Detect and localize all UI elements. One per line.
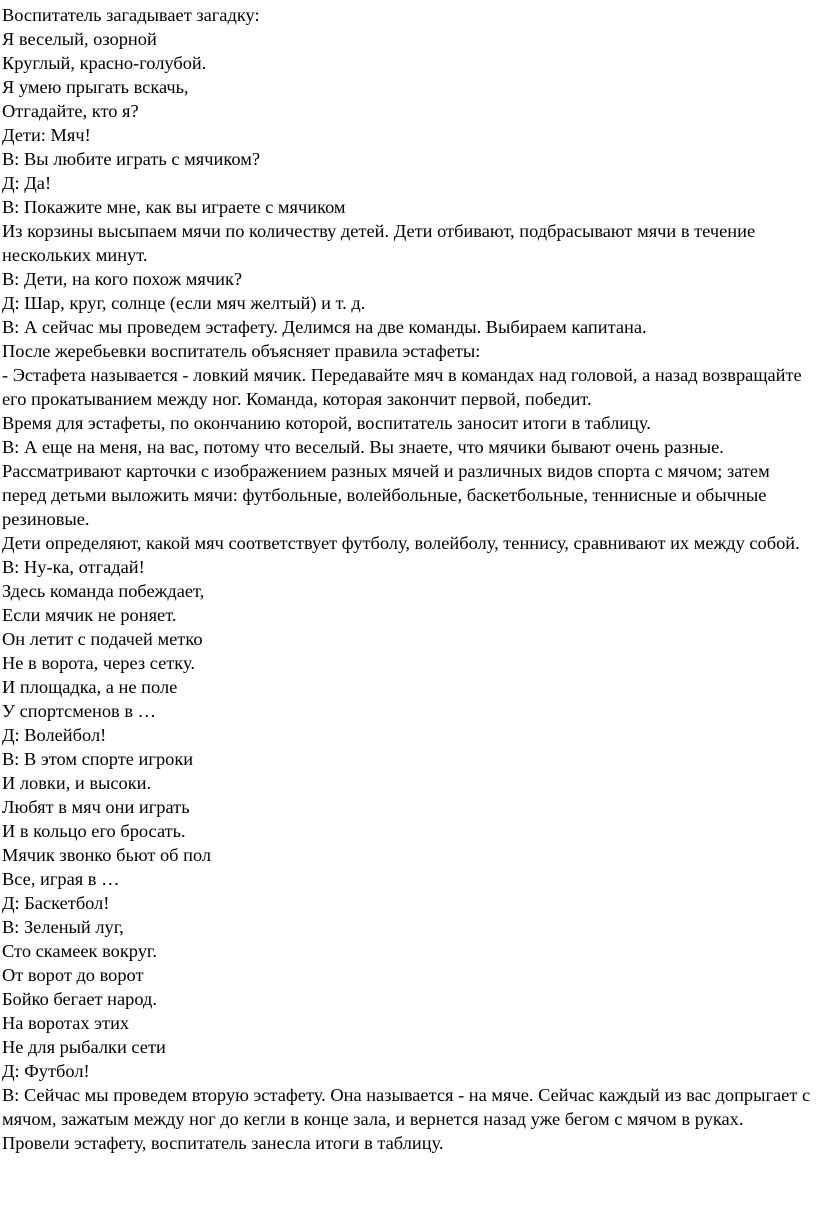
dialogue-line: Д: Футбол!	[2, 1061, 90, 1081]
riddle-line: Он летит с подачей метко	[2, 629, 203, 649]
paragraph: Из корзины высыпаем мячи по количеству детей. Дети отбивают, подбрасывают мячи в течение нескольких минут.	[2, 221, 756, 265]
dialogue-line: В: В этом спорте игроки	[2, 749, 194, 769]
riddle-line: Любят в мяч они играть	[2, 797, 190, 817]
riddle-line: Здесь команда побеждает,	[2, 581, 205, 601]
riddle-line: И площадка, а не поле	[2, 677, 178, 697]
dialogue-line: В: Дети, на кого похож мячик?	[2, 269, 243, 289]
riddle-line: Круглый, красно-голубой.	[2, 53, 207, 73]
riddle-line: Отгадайте, кто я?	[2, 101, 139, 121]
riddle-line: Мячик звонко бьют об пол	[2, 845, 212, 865]
paragraph: Дети определяют, какой мяч соответствует футболу, волейболу, теннису, сравнивают их между собой.	[2, 533, 800, 553]
dialogue-line: В: А еще на меня, на вас, потому что веселый. Вы знаете, что мячики бывают очень разные.	[2, 437, 724, 457]
riddle-line: На воротах этих	[2, 1013, 130, 1033]
dialogue-line: В: А сейчас мы проведем эстафету. Делимся на две команды. Выбираем капитана.	[2, 317, 647, 337]
riddle-line: Не в ворота, через сетку.	[2, 653, 195, 673]
dialogue-line: Д: Да!	[2, 173, 52, 193]
riddle-line: У спортсменов в …	[2, 701, 156, 721]
riddle-line: Если мячик не роняет.	[2, 605, 177, 625]
dialogue-line: В: Ну-ка, отгадай!	[2, 557, 145, 577]
paragraph: Время для эстафеты, по окончанию которой, воспитатель заносит итоги в таблицу.	[2, 413, 651, 433]
riddle-line: Я умею прыгать вскачь,	[2, 77, 189, 97]
dialogue-line: Дети: Мяч!	[2, 125, 91, 145]
riddle-line: Не для рыбалки сети	[2, 1037, 166, 1057]
dialogue-line: В: Зеленый луг,	[2, 917, 124, 937]
paragraph: Рассматривают карточки с изображением разных мячей и различных видов спорта с мячом; затем перед детьми выложить мячи: футбольные, волейбольные, баскетбольные, теннисные и обычные резиновые.	[2, 461, 770, 529]
dialogue-line: В: Покажите мне, как вы играете с мячиком	[2, 197, 346, 217]
dialogue-line: Д: Шар, круг, солнце (если мяч желтый) и т. д.	[2, 293, 366, 313]
dialogue-line: В: Вы любите играть с мячиком?	[2, 149, 260, 169]
riddle-line: Все, играя в …	[2, 869, 120, 889]
paragraph: После жеребьевки воспитатель объясняет правила эстафеты:	[2, 341, 481, 361]
riddle-line: И в кольцо его бросать.	[2, 821, 186, 841]
dialogue-line: Д: Волейбол!	[2, 725, 107, 745]
paragraph: Воспитатель загадывает загадку:	[2, 5, 260, 25]
dialogue-line: В: Сейчас мы проведем вторую эстафету. Она называется - на мяче. Сейчас каждый из вас допрыгает с мячом, зажатым между ног до кегли в конце зала, и вернется назад уже бегом с мячом в руках.	[2, 1085, 811, 1129]
riddle-line: Я веселый, озорной	[2, 29, 157, 49]
dialogue-line: Д: Баскетбол!	[2, 893, 110, 913]
paragraph: - Эстафета называется - ловкий мячик. Передавайте мяч в командах над головой, а назад возвращайте его прокатыванием между ног. Команда, которая закончит первой, победит.	[2, 365, 802, 409]
riddle-line: От ворот до ворот	[2, 965, 144, 985]
riddle-line: Бойко бегает народ.	[2, 989, 157, 1009]
riddle-line: И ловки, и высоки.	[2, 773, 152, 793]
riddle-line: Сто скамеек вокруг.	[2, 941, 157, 961]
paragraph: Провели эстафету, воспитатель занесла итоги в таблицу.	[2, 1133, 444, 1153]
